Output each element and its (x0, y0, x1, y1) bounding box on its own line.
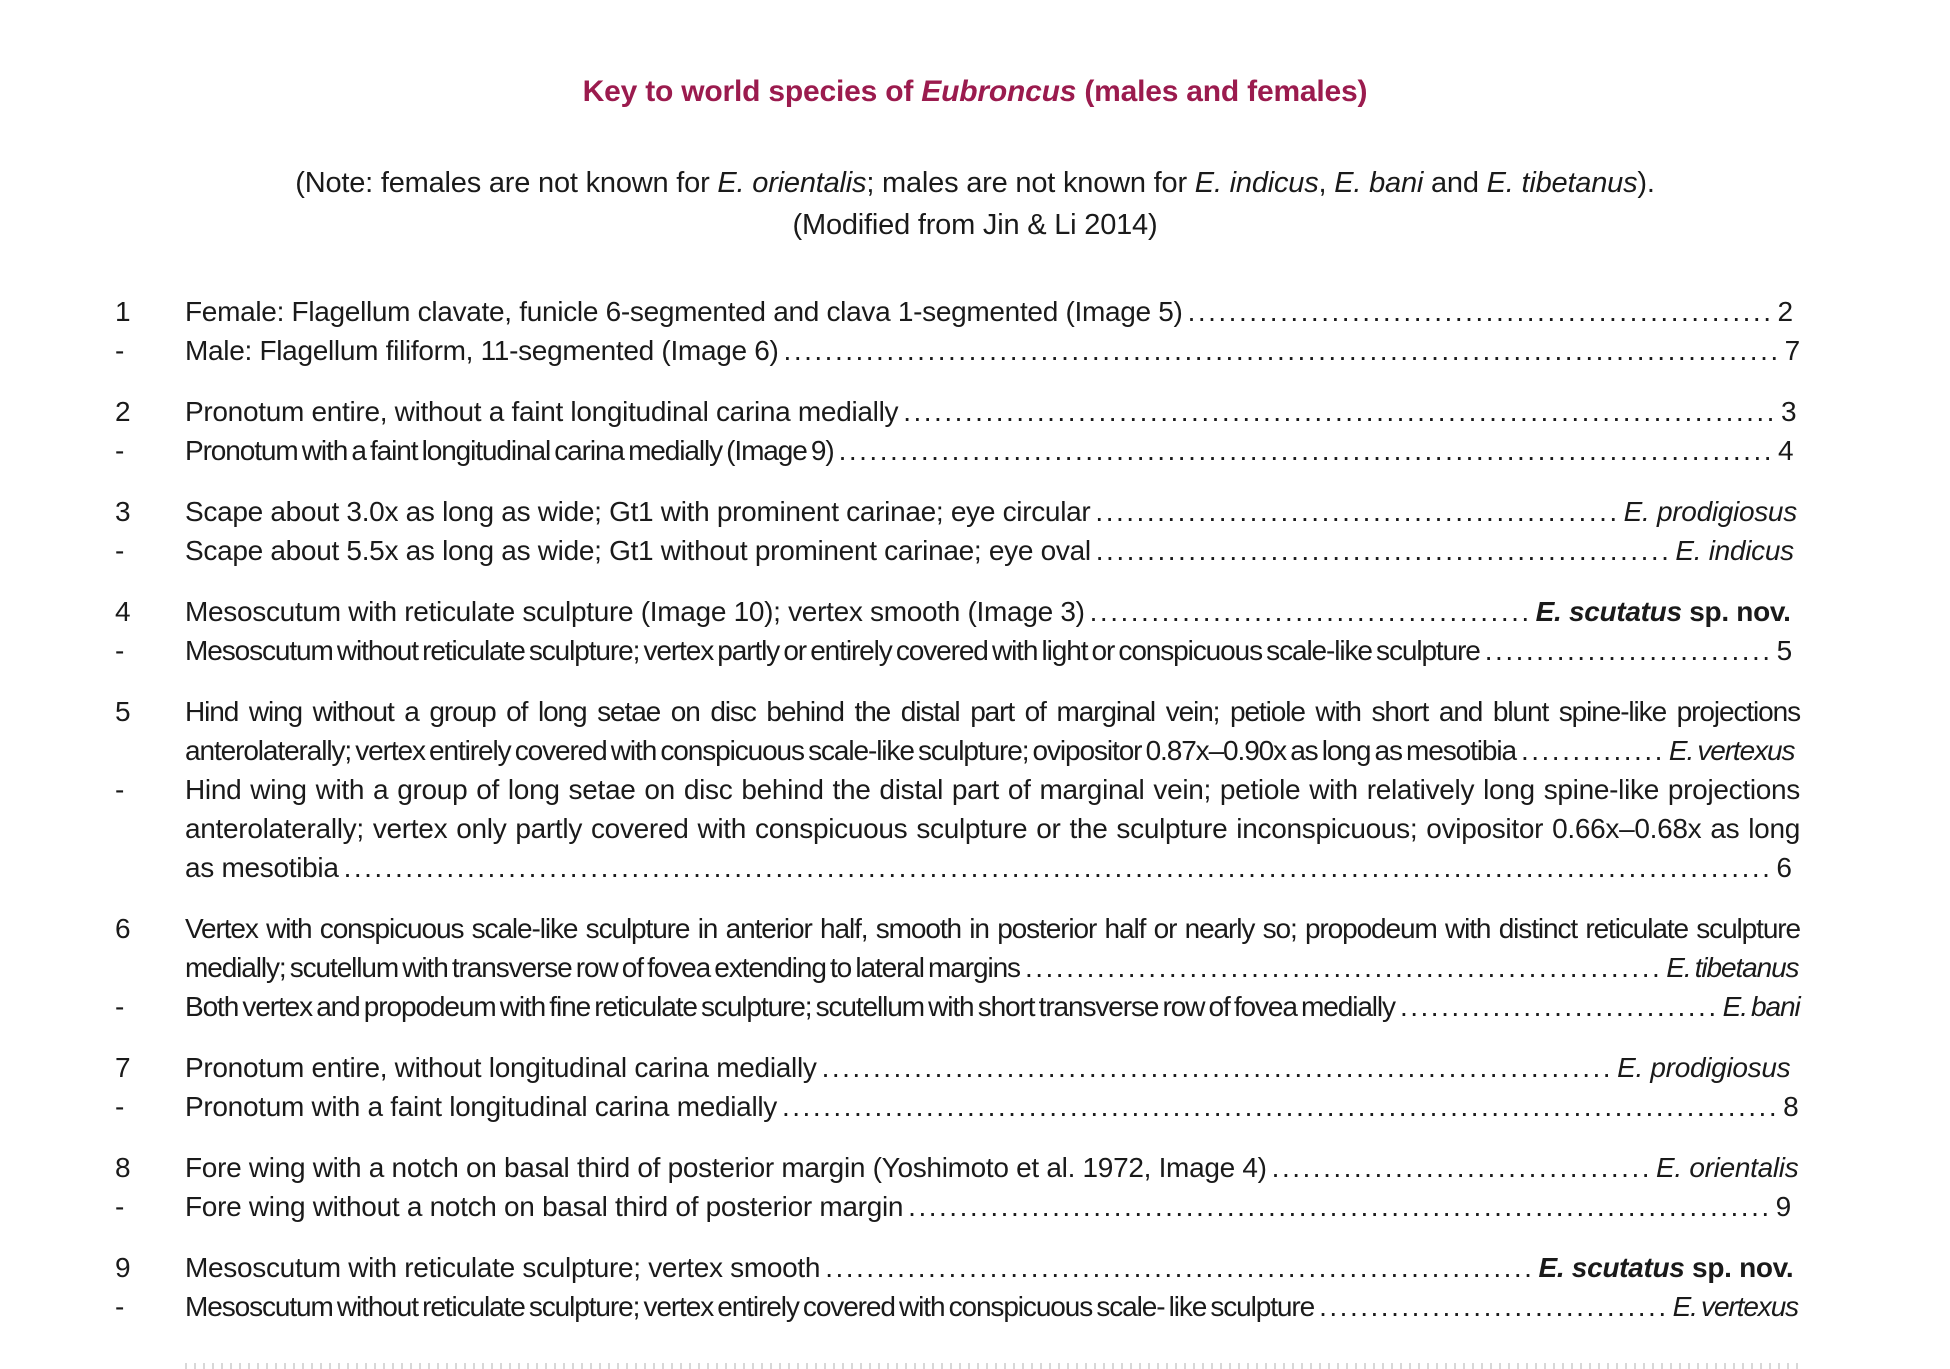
entry-result (1624, 496, 1797, 527)
entry-text (185, 692, 1800, 770)
dot-leader: ..................................... (1271, 1152, 1653, 1183)
key-entry (115, 1248, 1800, 1287)
entry-text (185, 1187, 1800, 1226)
text-segment: Hind wing without a group of long setae on disc behind the distal part of marginal vein; petiole with short and blunt spine-like projections anterolaterally; vertex entirely covered with conspicuous scale-like sculpture; ovipositor 0.87x–0.90x as long as mesotibia (185, 696, 1800, 766)
text-segment: Both vertex and propodeum with fine reticulate sculpture; scutellum with short transverse row of fovea medially (185, 991, 1395, 1022)
text-segment: 3 (1780, 396, 1797, 427)
text-segment: E. bani (1722, 991, 1800, 1022)
entry-text (185, 1248, 1800, 1287)
entry-text (185, 592, 1800, 631)
text-segment: Fore wing without a notch on basal third of posterior margin (185, 1191, 904, 1222)
key-couplet-9 (115, 1248, 1800, 1326)
text-segment: E. prodigiosus (1623, 496, 1797, 527)
entry-number: - (115, 991, 125, 1022)
key-entry (115, 631, 1800, 670)
text-segment: Mesoscutum with reticulate sculpture (Image 10); vertex smooth (Image 3) (185, 596, 1085, 627)
entry-number: 9 (115, 1252, 131, 1283)
entry-number: - (115, 1191, 125, 1222)
dot-leader: ........................................................................................................................................... (343, 852, 1773, 883)
entry-text (185, 392, 1800, 431)
text-segment: 2 (1777, 296, 1793, 327)
entry-text (185, 909, 1800, 987)
entry-number: 6 (115, 913, 131, 944)
entry-lead-text (185, 1152, 1267, 1183)
text-segment: (males and females) (1076, 75, 1368, 108)
key-entry (115, 692, 1800, 770)
dot-leader: ..................................................................... (825, 1252, 1535, 1283)
text-segment: sp. nov. (1681, 596, 1791, 627)
dot-leader: ................................................... (1095, 496, 1620, 527)
key-entry (115, 1048, 1800, 1087)
key-entry (115, 431, 1800, 470)
key-couplet-4 (115, 592, 1800, 670)
text-segment: E. orientalis (1656, 1152, 1799, 1183)
entry-number: 3 (115, 496, 131, 527)
text-segment: Mesoscutum with reticulate sculpture; vertex smooth (185, 1252, 821, 1283)
text-segment: Hind wing with a group of long setae on disc behind the distal part of marginal vein; petiole with relatively long spine-like projections anterolaterally; vertex only partly covered with conspicuous sculpture or the sculpture inconspicuous; ovipositor 0.66x–0.68x as long as mesotibia (185, 774, 1800, 883)
entry-result (1783, 1091, 1798, 1122)
entry-result (1536, 596, 1791, 627)
text-segment: E. indicus (1194, 167, 1319, 199)
text-segment: Vertex with conspicuous scale-like sculpture in anterior half, smooth in posterior half or nearly so; propodeum with distinct reticulate sculpture medially; scutellum with transverse row of fovea extending to lateral margins (185, 913, 1800, 983)
text-segment: E. scutatus (1538, 1252, 1685, 1283)
text-segment: E. prodigiosus (1617, 1052, 1791, 1083)
text-segment: (Note: females are not known for (295, 167, 718, 199)
text-segment: Mesoscutum without reticulate sculpture; vertex entirely covered with conspicuous scale- like sculpture (185, 1291, 1315, 1322)
entry-text (185, 987, 1800, 1026)
text-segment: E. tibetanus (1486, 167, 1638, 199)
entry-result (1723, 991, 1800, 1022)
text-segment: Mesoscutum without reticulate sculpture; vertex partly or entirely covered with light or conspicuous scale-like sculpture (185, 635, 1480, 666)
text-segment: Scape about 5.5x as long as wide; Gt1 without prominent carinae; eye oval (185, 535, 1091, 566)
entry-number: - (115, 635, 125, 666)
entry-result (1666, 952, 1798, 983)
text-segment: E. orientalis (717, 167, 867, 199)
key-entry (115, 1187, 1800, 1226)
dot-leader: ........................................................................................... (838, 435, 1775, 466)
key-entry (115, 1148, 1800, 1187)
page-title (0, 0, 1950, 112)
entry-text (185, 770, 1800, 887)
key-entry (115, 987, 1800, 1026)
text-segment: Male: Flagellum filiform, 11-segmented (Image 6) (185, 335, 779, 366)
entry-lead-text (185, 635, 1480, 666)
entry-number: 1 (115, 296, 131, 327)
entry-number: 8 (115, 1152, 131, 1183)
text-segment: Pronotum with a faint longitudinal carina medially (Image 9) (185, 435, 834, 466)
dot-leader: ........................................... (1089, 596, 1532, 627)
key-entry (115, 492, 1800, 531)
key-couplet-6 (115, 909, 1800, 1026)
text-segment: E. indicus (1675, 535, 1794, 566)
entry-text (185, 1148, 1800, 1187)
key-entry (115, 770, 1800, 887)
entry-text (185, 492, 1800, 531)
entry-result (1656, 1152, 1798, 1183)
dot-leader: .................................. (1319, 1291, 1669, 1322)
text-segment: , (1318, 167, 1335, 199)
entry-number: 5 (115, 696, 131, 727)
key-couplet-8 (115, 1148, 1800, 1226)
entry-number: - (115, 435, 125, 466)
entry-lead-text (185, 1191, 903, 1222)
key-entry (115, 1287, 1800, 1326)
entry-result (1669, 735, 1794, 766)
key-couplet-3 (115, 492, 1800, 570)
entry-result (1778, 435, 1792, 466)
entry-lead-text (185, 296, 1183, 327)
entry-number: - (115, 1091, 125, 1122)
key-entry (115, 292, 1800, 331)
entry-text (185, 331, 1800, 370)
key-couplet-2 (115, 392, 1800, 470)
dot-leader: .............. (1520, 735, 1665, 766)
text-segment: (Modified from Jin & Li 2014) (792, 209, 1158, 241)
entry-text (185, 531, 1800, 570)
dot-leader: ........................................................ (1095, 535, 1672, 566)
text-segment: 8 (1783, 1091, 1799, 1122)
key-entry (115, 592, 1800, 631)
key-couplet-5 (115, 692, 1800, 887)
entry-result (1617, 1052, 1790, 1083)
text-segment: Pronotum with a faint longitudinal carina medially (185, 1091, 777, 1122)
entry-lead-text (185, 1252, 820, 1283)
text-segment: Pronotum entire, without longitudinal carina medially (185, 1052, 817, 1083)
dot-leader: .............................................................. (1024, 952, 1663, 983)
entry-number: 4 (115, 596, 131, 627)
text-segment: E. bani (1334, 167, 1424, 199)
dot-leader: ......................................................... (1187, 296, 1774, 327)
key-couplet-7 (115, 1048, 1800, 1126)
entry-text (185, 1048, 1800, 1087)
text-segment: and (1423, 167, 1487, 199)
entry-lead-text (185, 1052, 817, 1083)
entry-text (185, 292, 1800, 331)
key-list (0, 292, 1950, 1326)
dot-leader: ............................... (1399, 991, 1719, 1022)
entry-lead-text (185, 1091, 777, 1122)
text-segment: 4 (1778, 435, 1793, 466)
text-segment: E. vertexus (1668, 735, 1795, 766)
text-segment: E. vertexus (1672, 1291, 1799, 1322)
entry-lead-text (185, 335, 779, 366)
text-segment: ). (1637, 167, 1655, 199)
entry-number: - (115, 1291, 125, 1322)
text-segment: Scape about 3.0x as long as wide; Gt1 with prominent carinae; eye circular (185, 496, 1091, 527)
text-segment: Female: Flagellum clavate, funicle 6-segmented and clava 1-segmented (Image 5) (185, 296, 1183, 327)
entry-text (185, 1287, 1800, 1326)
text-segment: ; males are not known for (866, 167, 1195, 199)
key-entry (115, 1087, 1800, 1126)
text-segment: Eubroncus (921, 75, 1077, 108)
text-segment: 5 (1776, 635, 1792, 666)
entry-result (1538, 1252, 1793, 1283)
key-entry (115, 392, 1800, 431)
entry-result (1781, 396, 1796, 427)
entry-number: - (115, 535, 125, 566)
dot-leader: ................................................................................................. (782, 1091, 1780, 1122)
dot-leader: ............................ (1484, 635, 1773, 666)
entry-result (1785, 335, 1800, 366)
text-segment: 7 (1784, 335, 1800, 366)
entry-lead-text (185, 991, 1395, 1022)
key-entry (115, 531, 1800, 570)
entry-result (1776, 1191, 1791, 1222)
entry-result (1777, 296, 1792, 327)
entry-text (185, 431, 1800, 470)
note-line-1 (0, 162, 1950, 204)
entry-result (1776, 852, 1791, 883)
entry-number: 2 (115, 396, 131, 427)
entry-result (1675, 535, 1793, 566)
entry-text (185, 631, 1800, 670)
entry-result (1777, 635, 1791, 666)
text-segment: sp. nov. (1684, 1252, 1794, 1283)
text-segment: Fore wing with a notch on basal third of posterior margin (Yoshimoto et al. 1972, Image 4) (185, 1152, 1267, 1183)
dot-leader: ............................................................................. (821, 1052, 1614, 1083)
cutoff-next-line-artifact (185, 1363, 1800, 1369)
text-segment: 6 (1776, 852, 1792, 883)
note-line-2 (0, 204, 1950, 246)
entry-lead-text (185, 396, 898, 427)
entry-number: - (115, 774, 125, 805)
entry-number: - (115, 335, 125, 366)
entry-result (1673, 1291, 1798, 1322)
entry-lead-text (185, 435, 834, 466)
text-segment: Key to world species of (582, 75, 922, 108)
dot-leader: .................................................................................... (908, 1191, 1772, 1222)
entry-lead-text (185, 496, 1090, 527)
note-block (0, 162, 1950, 246)
dot-leader: ..................................................................................... (903, 396, 1777, 427)
text-segment: 9 (1775, 1191, 1791, 1222)
key-entry (115, 909, 1800, 987)
entry-lead-text (185, 1291, 1314, 1322)
entry-text (185, 1087, 1800, 1126)
key-couplet-1 (115, 292, 1800, 370)
text-segment: E. scutatus (1535, 596, 1682, 627)
dot-leader: ................................................................................................. (783, 335, 1781, 366)
text-segment: E. tibetanus (1666, 952, 1799, 983)
text-segment: Pronotum entire, without a faint longitudinal carina medially (185, 396, 899, 427)
entry-lead-text (185, 535, 1091, 566)
entry-number: 7 (115, 1052, 131, 1083)
key-entry (115, 331, 1800, 370)
entry-lead-text (185, 596, 1085, 627)
